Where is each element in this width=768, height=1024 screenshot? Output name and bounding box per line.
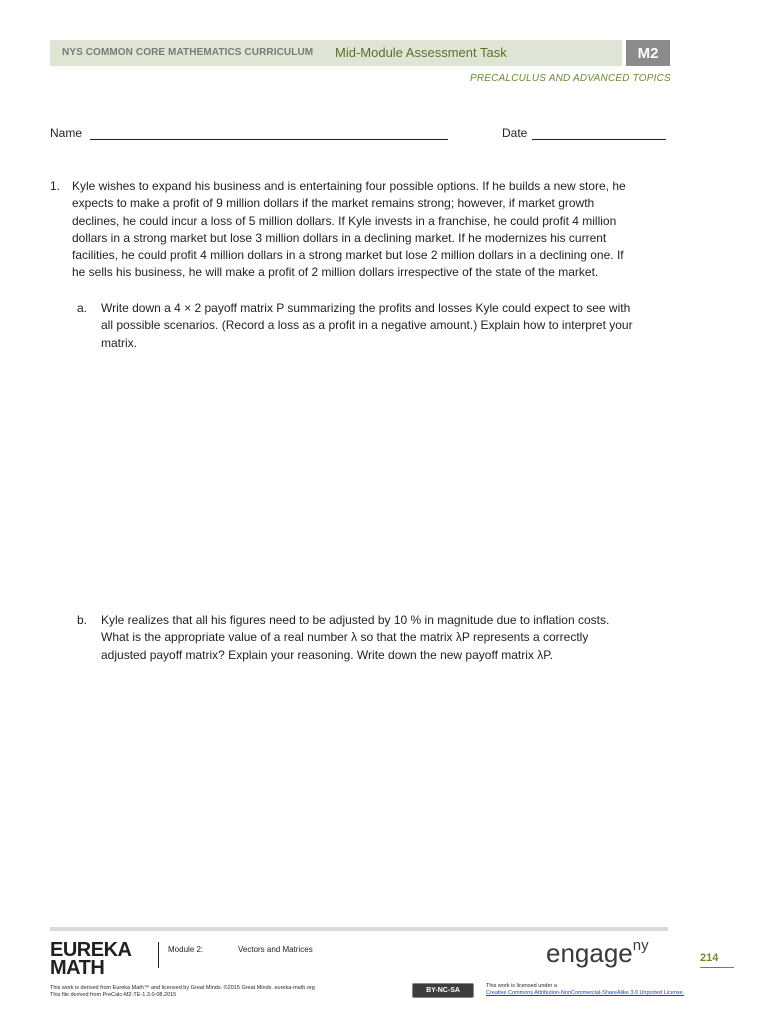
engageny-logo bbox=[546, 938, 649, 969]
intro-line: expects to make a profit of 9 million dollars if the market remains strong; however, if market growth bbox=[72, 196, 595, 211]
course-subtitle: PRECALCULUS AND ADVANCED TOPICS bbox=[470, 73, 671, 84]
part-b-label: b. bbox=[77, 613, 88, 627]
module-badge: M2 bbox=[626, 40, 670, 66]
license-line-1: This work is licensed under a bbox=[486, 983, 557, 989]
part-b-line: adjusted payoff matrix? Explain your reasoning. Write down the new payoff matrix λP. bbox=[101, 647, 554, 662]
part-b-line: Kyle realizes that all his figures need to be adjusted by 10 % in magnitude due to inflation costs. bbox=[101, 613, 610, 627]
part-a-line: matrix. bbox=[101, 335, 137, 350]
part-b-line: What is the appropriate value of a real number λ so that the matrix λP represents a correctly bbox=[101, 630, 589, 645]
intro-line: declines, he could incur a loss of 5 million dollars. If Kyle invests in a franchise, he could profit 4 million bbox=[72, 213, 617, 228]
part-a-line: all possible scenarios. (Record a loss as a profit in a negative amount.) Explain how to interpret your bbox=[101, 318, 633, 333]
eureka-math-logo bbox=[50, 941, 131, 977]
cc-license-badge: BY-NC-SA bbox=[412, 983, 474, 998]
intro-line: he sells his business, he will make a profit of 2 million dollars irrespective of the state of the market. bbox=[72, 265, 599, 280]
part-b-answer-area[interactable] bbox=[101, 672, 667, 912]
logo-line-1: EUREKA bbox=[50, 939, 132, 961]
engage-sup: ny bbox=[632, 937, 649, 955]
derived-notice bbox=[50, 985, 400, 999]
page-number: 214 bbox=[700, 952, 719, 964]
problem-number: 1. bbox=[50, 179, 61, 193]
name-label: Name bbox=[50, 126, 83, 140]
page-number-rule bbox=[700, 967, 734, 968]
derived-line-1: This work is derived from Eureka Math™ and licensed by Great Minds. ©2015 Great Minds. eureka-math.org bbox=[50, 985, 315, 991]
engage-text: engage bbox=[546, 938, 633, 968]
date-field[interactable] bbox=[532, 139, 666, 140]
part-a-line: Write down a 4 × 2 payoff matrix P summarizing the profits and losses Kyle could expect to see with bbox=[101, 301, 631, 315]
derived-line-2: This file derived from PreCalc-M2-TE-1.3.0-08.2015 bbox=[50, 992, 177, 998]
part-b-text bbox=[101, 612, 671, 664]
license-link[interactable]: Creative Commons Attribution-NonCommercial-ShareAlike 3.0 Unported License. bbox=[486, 990, 685, 996]
part-a-answer-area[interactable] bbox=[101, 360, 667, 600]
part-a-text bbox=[101, 300, 671, 352]
curriculum-title: NYS COMMON CORE MATHEMATICS CURRICULUM bbox=[62, 47, 314, 58]
intro-line: facilities, he could profit 4 million dollars in a strong market but lose 2 million dollars in a declining one. If bbox=[72, 248, 624, 263]
intro-line: dollars in a strong market but lose 3 million dollars in a declining market. If he modernizes his current bbox=[72, 230, 607, 245]
footer-rule bbox=[50, 927, 668, 931]
license-notice bbox=[486, 983, 746, 997]
intro-line: Kyle wishes to expand his business and is entertaining four possible options. If he builds a new store, he bbox=[72, 179, 626, 193]
name-field[interactable] bbox=[90, 139, 448, 140]
problem-intro bbox=[72, 178, 672, 282]
module-title: Vectors and Matrices bbox=[238, 945, 313, 954]
part-a-label: a. bbox=[77, 301, 88, 315]
task-title: Mid-Module Assessment Task bbox=[335, 45, 507, 60]
footer-divider bbox=[158, 942, 159, 968]
logo-line-2: MATH bbox=[50, 957, 105, 979]
date-label: Date bbox=[502, 126, 528, 140]
module-label: Module 2: bbox=[168, 945, 204, 954]
